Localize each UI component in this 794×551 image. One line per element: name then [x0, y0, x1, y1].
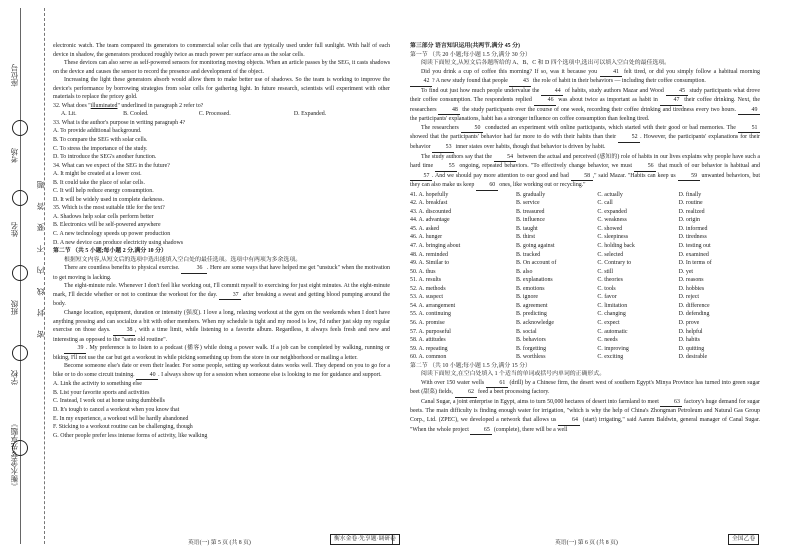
question-32: 32. What does "illuminated" underlined in paragraph 2 refer to? [53, 102, 204, 109]
section-heading: 第一节 （共 20 小题;每小题 1.5 分,满分 30 分） [410, 51, 531, 58]
blank-65[interactable]: 65 [470, 426, 492, 436]
blank-39[interactable]: 39 [64, 344, 86, 354]
seal-circle-icon [12, 345, 28, 361]
cloze-options-table [410, 191, 760, 362]
blank-55[interactable]: 55 [435, 162, 457, 172]
option[interactable]: C. automatic [597, 328, 628, 335]
option[interactable]: 50. A. thus [410, 268, 436, 275]
option[interactable]: C. holding back [597, 243, 635, 250]
option[interactable]: B. Cooled. [123, 111, 149, 118]
option[interactable]: 41. A. hopefully [410, 191, 449, 198]
option[interactable]: B. going against [516, 243, 555, 250]
blank-51[interactable]: 51 [738, 124, 760, 134]
question-35: 35. Which is the most suitable title for the text? [53, 205, 165, 212]
option[interactable]: D. habits [678, 337, 700, 344]
cloze-paragraph: Become someone else's date or even their leader. For some people, setting up workout dates works well. They depend on you to go for a bike or to do some circuit training. 40 . I always show up for a session when someone else is looking to me for guidance and support. [53, 362, 390, 380]
option[interactable]: D. origin [678, 217, 700, 224]
option[interactable]: D. routine [678, 200, 703, 207]
blank-38[interactable]: 38 [113, 326, 135, 336]
blank-42[interactable]: 42 [410, 77, 432, 87]
cloze-paragraph: The study authors say that the 54 between the actual and perceived (感知的) role of habits in our lives explains why people have such a hard time 55 ongoing, repeated behaviors. "To effectively change behavior, we must 56 that much of our behavior is habitual and 57 . And we should pay more attention to our good and bad 58 ," said Mazar. "Habits can keep us 59 unwanted behaviors, but they can also make us keep 60 ones, like working out or recycling." [410, 153, 760, 191]
blank-36[interactable]: 36 [181, 264, 207, 274]
option[interactable]: D. To introduce the SEG's another function. [53, 154, 157, 161]
blank-45[interactable]: 45 [666, 87, 688, 97]
option[interactable]: B. forgetting [516, 345, 547, 352]
options-row [410, 233, 760, 242]
option[interactable]: A. Shadows help solar cells perform better [53, 213, 154, 220]
option[interactable]: B. service [516, 200, 540, 207]
option[interactable]: B. worthless [516, 354, 546, 361]
option[interactable]: B. List your favorite sports and activities [53, 389, 150, 396]
blank-60[interactable]: 60 [476, 181, 498, 191]
option[interactable]: 54. A. arrangement [410, 302, 456, 309]
cloze-paragraph: To find out just how much people undervalue the 44 of habits, study authors Mazar and Wood 45 study participants what drove their coffee consumption. The respondents replied 46 was about twice as important as habit in 47 their coffee drinking. Next, the researchers 48 the study participants over the course of one week, recording their coffee drinking and tiredness every two hours. 49 the participants' explanations, habit has a stronger influence on coffee consumption than feeling tired. [410, 87, 760, 123]
margin-seal-warning: 密 封 线 内 不 要 答 题 [36, 175, 45, 339]
options-row [410, 242, 760, 251]
option[interactable]: B. tracked [516, 251, 541, 258]
option[interactable]: B. Electronics will be self-powered anywhere [53, 222, 161, 229]
cloze-paragraph: Change location, equipment, duration or intensity (强度). I love a long, relaxing workout at the gym on the weekends when I don't have anything pressing and can socialize a bit with other members. When my schedule is tight and my mood is low, I'd rather just skip my regular exercise on those days. 38 , with a time limit, while listening to a favorite album. Regardless, it always feels fresh and new and interesting as opposed to the "same old routine". [53, 309, 390, 343]
option[interactable]: D. desirable [678, 354, 708, 361]
option[interactable]: B. predicting [516, 311, 547, 318]
cloze-paragraph: There are countless benefits to physical exercise. 36 . Here are some ways that have helped me get "unstuck" when the motivation to get moving is lacking. [53, 265, 390, 281]
option[interactable]: 44. A. advantage [410, 217, 450, 224]
option[interactable]: D. hobbies [678, 285, 705, 292]
option[interactable]: A. Lit. [61, 111, 77, 118]
option[interactable]: C. A new technology speeds up power production [53, 231, 171, 238]
option[interactable]: 52. A. methods [410, 285, 446, 292]
option[interactable]: F. Sticking to a workout routine can be challenging, though [53, 424, 193, 431]
option[interactable]: C. selected [597, 251, 624, 258]
option[interactable]: D. realized [678, 208, 705, 215]
option[interactable]: B. treasured [516, 208, 545, 215]
options-row [410, 310, 760, 319]
option[interactable]: B. gradually [516, 191, 546, 198]
option[interactable]: C. theories [597, 277, 623, 284]
option[interactable]: 46. A. hunger [410, 234, 443, 241]
blank-52[interactable]: 52 [618, 133, 640, 143]
options-row [410, 259, 760, 268]
option[interactable]: B. social [516, 328, 537, 335]
blank-37[interactable]: 37 [219, 291, 241, 301]
blank-58[interactable]: 58 [571, 172, 593, 182]
options-row [410, 199, 760, 208]
option[interactable]: B. influence [516, 217, 545, 224]
cloze-paragraph: The eight-minute rule. Whenever I don't feel like working out, I'll commit myself to exercising for just eight minutes. At the eight-minute mark, I'll decide whether or not to continue the workout for the day. 37 after breaking a sweat and getting blood pumping around the body. [53, 283, 390, 308]
option[interactable]: C. favor [597, 294, 617, 301]
option[interactable]: D. Expanded. [293, 111, 327, 118]
option[interactable]: 58. A. attitudes [410, 337, 446, 344]
option[interactable]: C. tools [597, 285, 616, 292]
option[interactable]: D. It will be widely used in complete darkness. [53, 196, 164, 203]
part-heading: 第三部分 语言知识运用(共两节,满分 45 分) [410, 43, 520, 49]
grammar-paragraph: With over 150 water wells 61 (drill) by a Chinese firm, the desert west of southern Egypt's Minya Province has turned into green sugar beet (甜菜) fields, 62 feed a beet processing factory. [410, 379, 760, 398]
option[interactable]: D. It's tough to cancel a workout when you know that [53, 406, 180, 413]
option[interactable]: B. ignore [516, 294, 538, 301]
option[interactable]: B. taught [516, 225, 538, 232]
binding-margin [0, 0, 50, 551]
options-row [410, 225, 760, 234]
margin-exam-brand: 《衡水金卷·先享题》 [10, 420, 19, 490]
option[interactable]: 57. A. purposeful [410, 328, 451, 335]
option[interactable]: B. behaviors [516, 337, 546, 344]
blank-43[interactable]: 43 [509, 77, 531, 87]
option[interactable]: C. Contrary to [597, 260, 632, 267]
option[interactable]: C. exciting [597, 354, 624, 361]
blank-46[interactable]: 46 [534, 96, 556, 106]
option[interactable]: 43. A. discounted [410, 208, 452, 215]
option[interactable]: D. yet [678, 268, 694, 275]
option[interactable]: G. Other people prefer less intense forms of activity, like walking [53, 432, 208, 439]
option[interactable]: B. also [516, 268, 533, 275]
option[interactable]: D. quitting [678, 345, 705, 352]
option[interactable]: D. tiredness [678, 234, 707, 241]
question-34: 34. What can we expect of the SEG in the future? [53, 162, 170, 169]
option[interactable]: 45. A. asked [410, 225, 440, 232]
option[interactable]: B. agreement [516, 302, 548, 309]
center-exam-label: 衡水金卷·先享题·调研卷 [330, 534, 400, 545]
option[interactable]: C. expect [597, 319, 620, 326]
option[interactable]: C. still [597, 268, 614, 275]
option[interactable]: C. To stress the importance of the study. [53, 145, 148, 152]
option[interactable]: A. To provide additional background. [53, 128, 142, 135]
blank-50[interactable]: 50 [461, 124, 483, 134]
seal-circle-icon [12, 265, 28, 281]
option[interactable]: B. emotions [516, 285, 545, 292]
option[interactable]: 47. A. bringing about [410, 243, 461, 250]
left-page-number: 英语(一) 第 5 页 (共 8 页) [188, 540, 251, 546]
blank-47[interactable]: 47 [660, 96, 682, 106]
blank-64[interactable]: 64 [558, 416, 580, 426]
seal-circle-icon [12, 440, 28, 456]
margin-school: 学校 [10, 370, 19, 385]
blank-57[interactable]: 57 [410, 172, 432, 182]
options-row [410, 353, 760, 362]
blank-59[interactable]: 59 [678, 172, 700, 182]
options-row [410, 268, 760, 277]
option[interactable]: D. testing out [678, 243, 711, 250]
option[interactable]: D. A new device can produce electricity using shadows [53, 239, 184, 246]
blank-40[interactable]: 40 [136, 371, 158, 381]
option[interactable]: C. call [597, 200, 613, 207]
option[interactable]: C. actually [597, 191, 623, 198]
option[interactable]: 60. A. common [410, 354, 447, 361]
reading-paragraph: These devices can also serve as self-powered sensors for monitoring moving objects. When an article passes by the SEG, it casts shadows on the device and causes the sensor to record the presence and development of the object. [53, 60, 390, 75]
question-33: 33. What is the author's purpose in writing paragraph 4? [53, 119, 186, 126]
option[interactable]: D. In terms of [678, 260, 712, 267]
blank-41[interactable]: 41 [600, 68, 622, 78]
right-page [410, 42, 760, 435]
option[interactable]: 55. A. continuing [410, 311, 451, 318]
option[interactable]: D. reasons [678, 277, 704, 284]
option[interactable]: C. limitation [597, 302, 628, 309]
margin-seat-number: 座位号 [10, 64, 19, 87]
option[interactable]: D. finally [678, 191, 702, 198]
section-instructions: 阅读下面短文,在空白处填入 1 个适当的单词或括号内单词的正确形式。 [421, 371, 606, 378]
options-row [410, 208, 760, 217]
blank-56[interactable]: 56 [634, 162, 656, 172]
cloze-paragraph: 39 . My preference is to listen to a podcast (播客) while doing a power walk. If a job can be completed by walking, running or biking, I'll not use the car but get a workout in while picking something up from the store in our neighborhood or mailing a letter. [53, 345, 390, 361]
blank-62[interactable]: 62 [455, 388, 477, 398]
option[interactable]: B. thirst [516, 234, 536, 241]
left-page [53, 42, 390, 440]
section-heading: 第二节 （共 5 小题;每小题 2 分,满分 10 分） [53, 248, 167, 255]
option[interactable]: 51. A. results [410, 277, 442, 284]
option[interactable]: 48. A. reminded [410, 251, 448, 258]
cloze-paragraph: Did you drink a cup of coffee this morning? If so, was it because you 41 felt tired, or did you simply follow a habitual morning 42 ? A new study found that people 43 the role of habit in their behaviors — including their coffee consumption. [410, 68, 760, 87]
options-row [410, 319, 760, 328]
option[interactable]: A. Link the activity to something else [53, 381, 142, 388]
option[interactable]: 49. A. Similar to [410, 260, 450, 267]
option[interactable]: B. To compare the SEG with solar cells. [53, 137, 148, 144]
right-page-number: 英语(一) 第 6 页 (共 8 页) [555, 540, 618, 546]
option[interactable]: C. changing [597, 311, 626, 318]
seal-circle-icon [12, 120, 28, 136]
options-row [410, 345, 760, 354]
option[interactable]: C. expanded [597, 208, 627, 215]
options-row [410, 276, 760, 285]
option[interactable]: B. acknowledge [516, 319, 554, 326]
blank-54[interactable]: 54 [494, 153, 516, 163]
margin-exam-room: 考场 [10, 148, 19, 163]
option[interactable]: D. informed [678, 225, 708, 232]
blank-61[interactable]: 61 [486, 379, 508, 389]
question-32-options [53, 110, 390, 119]
option[interactable]: B. explanations [516, 277, 553, 284]
option[interactable]: C. improving [597, 345, 629, 352]
cloze-paragraph: The researchers 50 conducted an experiment with online participants, which started with their good or bad memories. The 51 showed that the participants' behavior had far more to do with their habits than their 52 . However, the participants' explanations for their behavior 53 inner states over habits, though that behavior is driven by habit. [410, 124, 760, 153]
options-row [410, 285, 760, 294]
blank-44[interactable]: 44 [541, 87, 563, 97]
section-instructions: 阅读下面短文,从短文后各题所给的 A、B、C 和 D 四个选项中,选出可以填入空白处的最佳选项。 [421, 60, 671, 67]
options-row [410, 302, 760, 311]
option[interactable]: C. showed [597, 225, 623, 232]
option[interactable]: A. It might be created at a lower cost. [53, 171, 142, 178]
blank-63[interactable]: 63 [660, 398, 682, 408]
option[interactable]: C. Processed. [198, 111, 231, 118]
blank-48[interactable]: 48 [438, 106, 460, 116]
option[interactable]: C. It will help reduce energy consumption. [53, 188, 154, 195]
option[interactable]: 53. A. suspect [410, 294, 444, 301]
option[interactable]: D. difference [678, 302, 710, 309]
option[interactable]: 56. A. promise [410, 319, 445, 326]
options-row [410, 191, 760, 200]
options-row [410, 251, 760, 260]
option[interactable]: E. In my experience, a workout will be hardly abandoned [53, 415, 189, 422]
option[interactable]: D. prove [678, 319, 700, 326]
blank-49[interactable]: 49 [738, 106, 760, 116]
blank-53[interactable]: 53 [432, 143, 454, 153]
option[interactable]: B. On account of [516, 260, 557, 267]
option[interactable]: D. examined [678, 251, 709, 258]
seal-circle-icon [12, 190, 28, 206]
options-row [410, 293, 760, 302]
margin-name: 姓名 [10, 222, 19, 237]
option[interactable]: C. weakness [597, 217, 627, 224]
option[interactable]: C. needs [597, 337, 618, 344]
option[interactable]: C. Instead, I work out at home using dumbbells [53, 398, 165, 405]
reading-paragraph: electronic watch. The team compared its generators to commercial solar cells that are typically used under full sunlight. With half of each device in shadow, the generators produced roughly twice as much power per surface area as the solar cells. [53, 43, 390, 58]
grammar-paragraph: Canal Sugar, a joint enterprise in Egypt, aims to turn 50,000 hectares of desert into farmland to meet 63 factory's huge demand for sugar beets. The main difficulty is finding enough water for irrigation, "which is why the help of China's Zhongman Petroleum and Natural Gas Group Corp., Ltd. (ZPEC), we developed a network that allows us 64 (start) irrigating," said Aamm Baldwin, general manager of Canal Sugar. "When the whole project 65 (complete), there will be a well [410, 398, 760, 435]
option[interactable]: D. helpful [678, 328, 703, 335]
option[interactable]: C. sleepiness [597, 234, 629, 241]
options-row [410, 216, 760, 225]
options-row [410, 328, 760, 337]
section-instructions: 根据短文内容,从短文后的选项中选出能填入空白处的最佳选项。选项中有两项为多余选项。 [64, 256, 302, 263]
section-heading: 第二节 （共 10 小题;每小题 1.5 分,满分 15 分） [410, 362, 531, 369]
option[interactable]: 42. A. breakfast [410, 200, 448, 207]
reading-paragraph: Increasing the light these generators absorb would allow them to make better use of shadows. So the team is working to improve the device's performance by borrowing strategies from solar cells for gathering light. In future research, scientists will experiment with other materials to replace the pricey gold. [53, 77, 390, 101]
option[interactable]: D. defending [678, 311, 710, 318]
option[interactable]: B. It could take the place of solar cells. [53, 179, 145, 186]
options-row [410, 336, 760, 345]
exam-region-label: 全国乙卷 [728, 534, 759, 545]
margin-class: 班级 [10, 300, 19, 315]
option[interactable]: D. reject [678, 294, 699, 301]
option[interactable]: 59. A. repeating [410, 345, 448, 352]
